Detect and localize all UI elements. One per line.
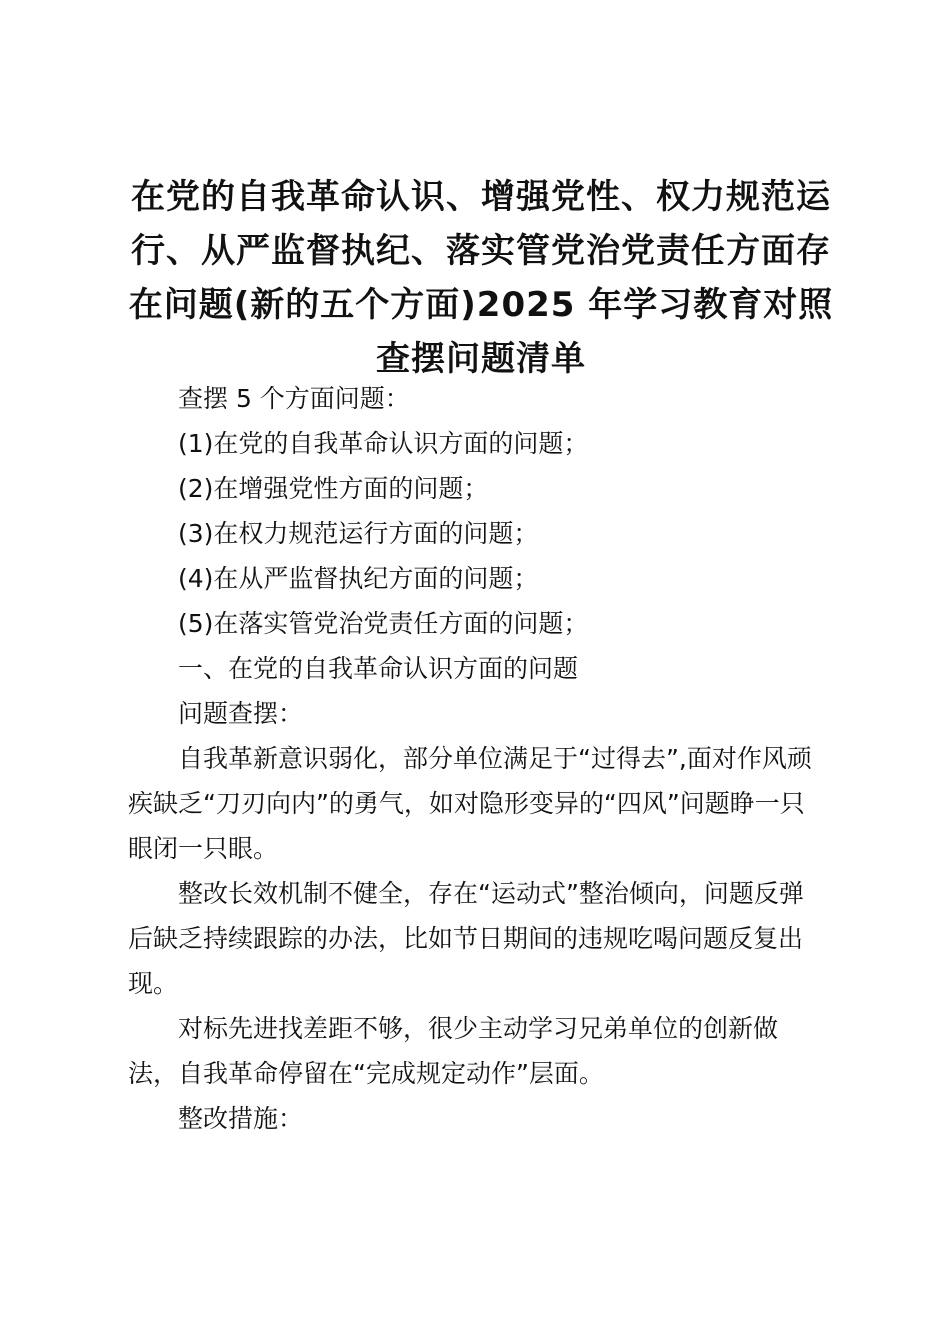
paragraph-line: 自我革新意识弱化，部分单位满足于“过得去”,面对作风顽	[178, 744, 812, 773]
document-title	[128, 170, 834, 386]
paragraph-line: 对标先进找差距不够，很少主动学习兄弟单位的创新做	[178, 1014, 779, 1043]
paragraph-line: 法，自我革命停留在“完成规定动作”层面。	[128, 1059, 604, 1088]
section-heading: 一、在党的自我革命认识方面的问题	[178, 654, 579, 683]
problems-label: 问题查摆：	[178, 699, 304, 728]
paragraph-line: 现。	[128, 969, 179, 998]
paragraph-line: 后缺乏持续跟踪的办法，比如节日期间的违规吃喝问题反复出	[128, 924, 804, 953]
paragraph-line: 整改长效机制不健全，存在“运动式”整治倾向，问题反弹	[178, 879, 804, 908]
title-line: 行、从严监督执纪、落实管党治党责任方面存	[131, 231, 831, 271]
aspect-item: (1)在党的自我革命认识方面的问题；	[178, 429, 589, 458]
problem-paragraph	[128, 1006, 834, 1096]
intro-paragraph: 查摆 5 个方面问题：	[178, 384, 410, 413]
title-line: 在问题(新的五个方面)2025 年学习教育对照	[128, 285, 834, 325]
measures-label: 整改措施：	[178, 1104, 304, 1133]
problem-paragraph	[128, 871, 834, 1006]
aspect-item: (4)在从严监督执纪方面的问题；	[178, 564, 539, 593]
document-body	[128, 376, 834, 1141]
paragraph-line: 疾缺乏“刀刃向内”的勇气，如对隐形变异的“四风”问题睁一只	[128, 789, 805, 818]
problem-paragraph	[128, 736, 834, 871]
paragraph-line: 眼闭一只眼。	[128, 834, 279, 863]
aspect-item: (2)在增强党性方面的问题；	[178, 474, 489, 503]
title-line: 查摆问题清单	[376, 339, 586, 379]
aspect-item: (3)在权力规范运行方面的问题；	[178, 519, 539, 548]
title-line: 在党的自我革命认识、增强党性、权力规范运	[131, 177, 831, 217]
aspect-item: (5)在落实管党治党责任方面的问题；	[178, 609, 589, 638]
